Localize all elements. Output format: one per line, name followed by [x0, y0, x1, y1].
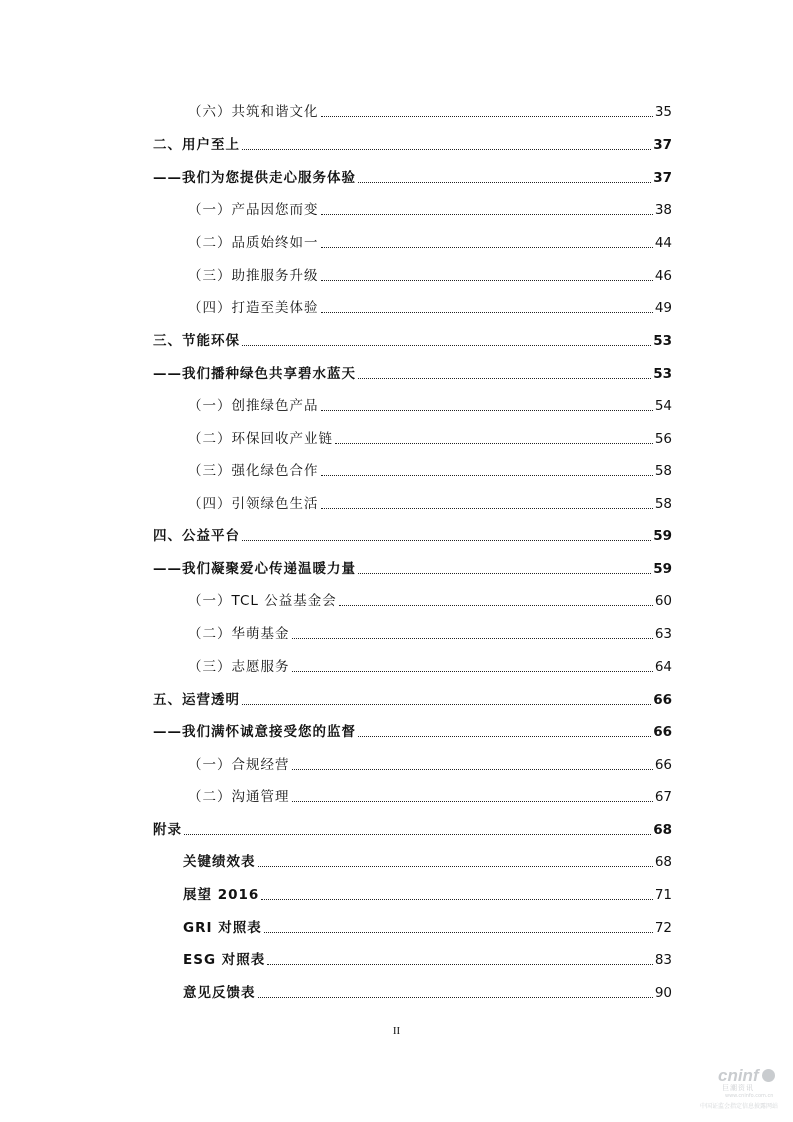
toc-entry[interactable]	[188, 233, 672, 253]
toc-entry[interactable]	[183, 918, 672, 938]
toc-entry[interactable]	[188, 657, 672, 677]
toc-entry-page: 66	[654, 757, 672, 773]
toc-entry-label: ——我们凝聚爱心传递温暖力量	[153, 561, 356, 577]
dot-leader	[321, 312, 653, 313]
dot-leader	[358, 573, 651, 574]
toc-entry-label: ESG 对照表	[183, 952, 266, 968]
toc-entry-label: （三）强化绿色合作	[188, 463, 319, 479]
toc-entry[interactable]	[183, 950, 672, 970]
toc-entry[interactable]	[153, 559, 672, 579]
toc-entry-label: 展望 2016	[183, 887, 260, 903]
dot-leader	[335, 443, 653, 444]
toc-entry[interactable]	[188, 461, 672, 481]
toc-entry-label: 四、公益平台	[153, 528, 240, 544]
cninfo-watermark	[700, 1066, 790, 1116]
dot-leader	[264, 932, 653, 933]
dot-leader	[242, 149, 651, 150]
toc-entry-label: （一）合规经营	[188, 757, 290, 773]
toc-entry-page: 35	[654, 104, 672, 120]
dot-leader	[292, 769, 653, 770]
toc-entry-page: 63	[654, 626, 672, 642]
toc-entry-page: 90	[654, 985, 672, 1001]
toc-entry-label: （六）共筑和谐文化	[188, 104, 319, 120]
toc-entry-label: 五、运营透明	[153, 692, 240, 708]
toc-entry[interactable]	[153, 820, 672, 840]
toc-entry-page: 46	[654, 268, 672, 284]
toc-entry-label: （四）打造至美体验	[188, 300, 319, 316]
toc-entry[interactable]	[183, 885, 672, 905]
toc-entry-label: （三）助推服务升级	[188, 268, 319, 284]
toc-entry[interactable]	[188, 429, 672, 449]
dot-leader	[242, 345, 651, 346]
toc-entry-label: （二）华萌基金	[188, 626, 290, 642]
toc-entry-label: 关键绩效表	[183, 854, 256, 870]
toc-entry-label: （一）TCL 公益基金会	[188, 593, 337, 609]
watermark-url: www.cninfo.com.cn	[725, 1093, 774, 1099]
toc-entry-page: 58	[654, 463, 672, 479]
dot-leader	[292, 671, 653, 672]
toc-entry-page: 66	[653, 724, 672, 740]
dot-leader	[267, 964, 653, 965]
toc-entry[interactable]	[153, 331, 672, 351]
toc-entry[interactable]	[153, 690, 672, 710]
toc-entry-page: 83	[654, 952, 672, 968]
toc-entry[interactable]	[188, 591, 672, 611]
toc-entry[interactable]	[188, 755, 672, 775]
toc-entry-page: 38	[654, 202, 672, 218]
watermark-brand: cninf	[718, 1066, 759, 1085]
toc-entry-label: 意见反馈表	[183, 985, 256, 1001]
dot-leader	[261, 899, 653, 900]
toc-entry-page: 67	[654, 789, 672, 805]
toc-entry-page: 59	[653, 561, 672, 577]
toc-entry[interactable]	[188, 787, 672, 807]
toc-entry[interactable]	[188, 266, 672, 286]
dot-leader	[258, 997, 653, 998]
dot-leader	[292, 801, 653, 802]
dot-leader	[321, 214, 653, 215]
dot-leader	[358, 378, 651, 379]
toc-entry-label: 三、节能环保	[153, 333, 240, 349]
toc-entry[interactable]	[153, 722, 672, 742]
toc-entry-page: 64	[654, 659, 672, 675]
dot-leader	[321, 508, 653, 509]
toc-entry-page: 66	[653, 692, 672, 708]
toc-entry[interactable]	[188, 200, 672, 220]
dot-leader	[258, 866, 653, 867]
toc-entry-label: GRI 对照表	[183, 920, 262, 936]
toc-entry-page: 49	[654, 300, 672, 316]
toc-entry-page: 56	[654, 431, 672, 447]
toc-entry-page: 53	[653, 333, 672, 349]
toc-entry-page: 71	[654, 887, 672, 903]
dot-leader	[321, 410, 653, 411]
watermark-logo-icon	[762, 1069, 775, 1082]
dot-leader	[292, 638, 653, 639]
toc-entry-page: 54	[654, 398, 672, 414]
toc-entry-page: 37	[653, 137, 672, 153]
watermark-brand-cn: 巨潮资讯	[722, 1084, 754, 1092]
toc-entry-label: 二、用户至上	[153, 137, 240, 153]
toc-entry-page: 60	[654, 593, 672, 609]
dot-leader	[321, 116, 653, 117]
toc-entry[interactable]	[183, 852, 672, 872]
toc-entry[interactable]	[153, 364, 672, 384]
toc-entry[interactable]	[188, 298, 672, 318]
dot-leader	[358, 182, 651, 183]
toc-entry[interactable]	[153, 526, 672, 546]
toc-entry[interactable]	[188, 494, 672, 514]
dot-leader	[358, 736, 651, 737]
toc-entry[interactable]	[153, 135, 672, 155]
dot-leader	[321, 280, 653, 281]
toc-entry[interactable]	[183, 983, 672, 1003]
toc-entry-page: 68	[653, 822, 672, 838]
toc-entry-label: （二）沟通管理	[188, 789, 290, 805]
toc-entry-label: （三）志愿服务	[188, 659, 290, 675]
toc-entry-page: 37	[653, 170, 672, 186]
toc-entry-label: （一）创推绿色产品	[188, 398, 319, 414]
toc-entry-page: 58	[654, 496, 672, 512]
watermark-org: 中国证监会指定信息披露网站	[700, 1103, 779, 1110]
toc-entry[interactable]	[153, 168, 672, 188]
toc-entry-page: 59	[653, 528, 672, 544]
dot-leader	[321, 475, 653, 476]
toc-entry-page: 44	[654, 235, 672, 251]
toc-entry-label: ——我们播种绿色共享碧水蓝天	[153, 366, 356, 382]
dot-leader	[339, 605, 653, 606]
toc-entry-label: （二）环保回收产业链	[188, 431, 333, 447]
toc-entry-label: ——我们为您提供走心服务体验	[153, 170, 356, 186]
toc-entry-label: ——我们满怀诚意接受您的监督	[153, 724, 356, 740]
toc-entry-page: 68	[654, 854, 672, 870]
toc-entry-label: （一）产品因您而变	[188, 202, 319, 218]
toc-entry-label: 附录	[153, 822, 182, 838]
dot-leader	[242, 540, 651, 541]
toc-entry-label: （四）引领绿色生活	[188, 496, 319, 512]
toc-entry-page: 53	[653, 366, 672, 382]
toc-entry-label: （二）品质始终如一	[188, 235, 319, 251]
toc-entry[interactable]	[188, 624, 672, 644]
dot-leader	[321, 247, 653, 248]
page-number: II	[392, 1025, 401, 1037]
toc-entry[interactable]	[188, 396, 672, 416]
dot-leader	[242, 704, 651, 705]
toc-entry[interactable]	[188, 102, 672, 122]
dot-leader	[184, 834, 651, 835]
toc-entry-page: 72	[654, 920, 672, 936]
